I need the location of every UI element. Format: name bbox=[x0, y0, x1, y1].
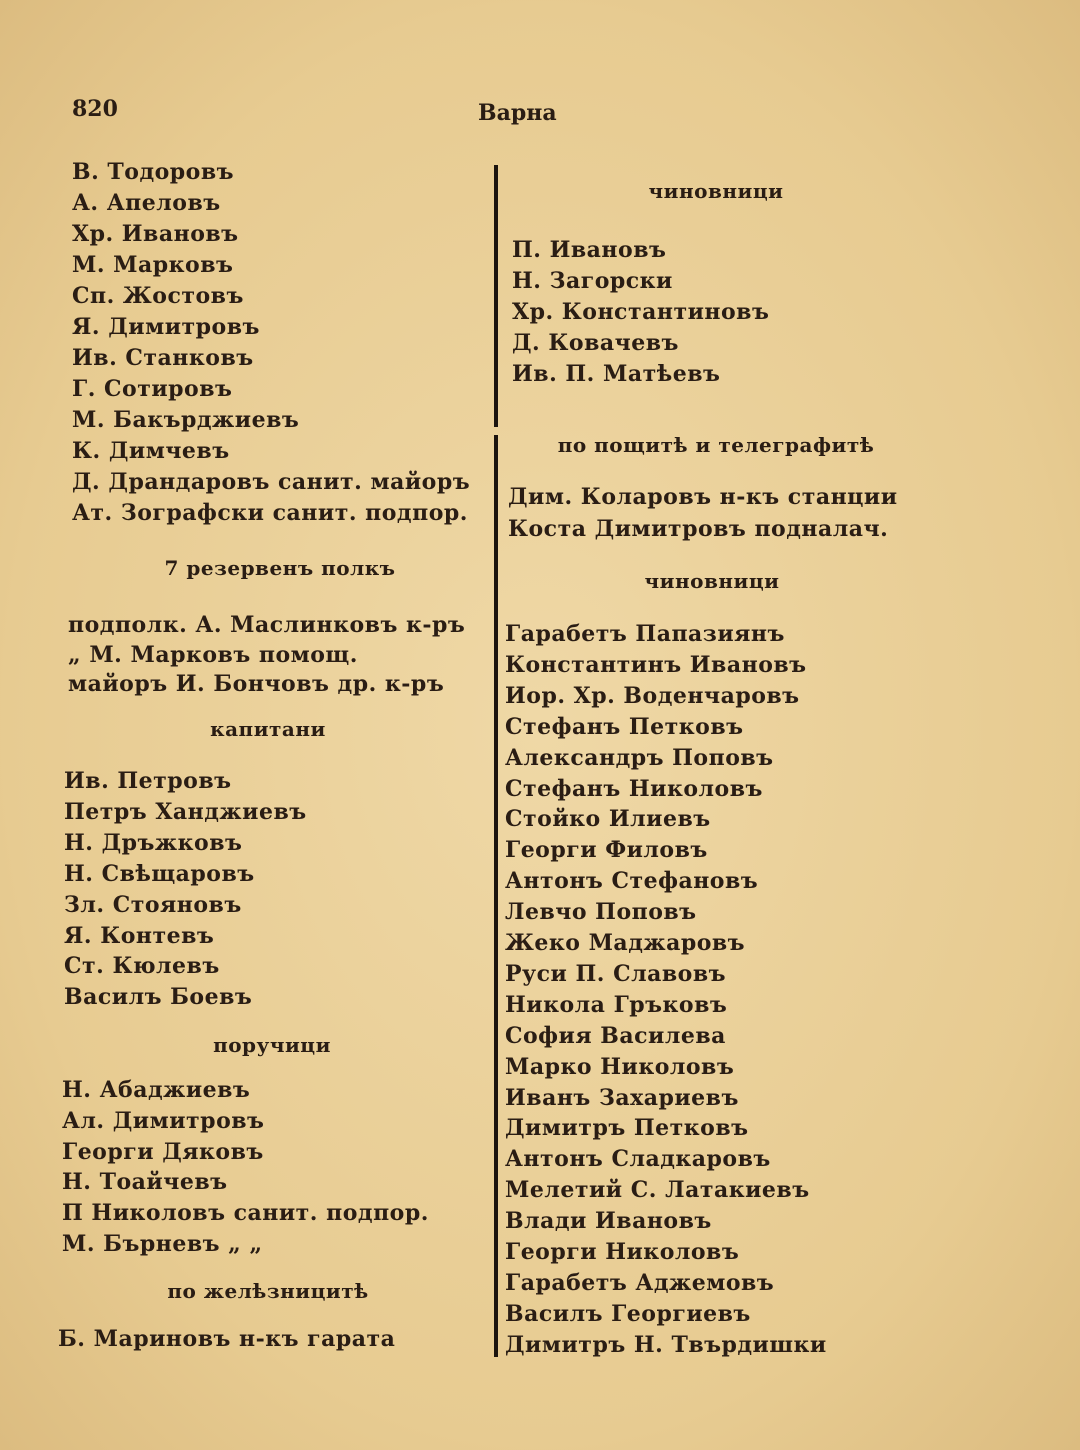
list-item: Н. Загорски bbox=[512, 268, 673, 294]
list-item: Димитръ Н. Твърдишки bbox=[505, 1331, 827, 1358]
list-item: Дим. Коларовъ н-къ станции bbox=[508, 484, 898, 510]
list-item: Н. Абаджиевъ bbox=[62, 1077, 251, 1103]
list-item: Василъ Боевъ bbox=[64, 984, 253, 1011]
list-item: Ив. Петровъ bbox=[64, 768, 232, 794]
list-item: Я. Димитровъ bbox=[72, 314, 260, 340]
list-item: Сп. Жостовъ bbox=[72, 283, 244, 309]
list-item: Василъ Георгиевъ bbox=[505, 1300, 751, 1327]
list-item: П. Ивановъ bbox=[512, 237, 667, 263]
list-item: Н. Свѣщаровъ bbox=[64, 860, 255, 887]
list-item: Б. Мариновъ н-къ гарата bbox=[58, 1326, 396, 1352]
list-item: Иор. Хр. Воденчаровъ bbox=[505, 682, 800, 709]
list-item: Д. Ковачевъ bbox=[512, 330, 679, 356]
list-item: Марко Николовъ bbox=[505, 1053, 735, 1080]
list-item: М. Марковъ bbox=[72, 252, 234, 278]
section-heading: поручици bbox=[213, 1033, 331, 1057]
list-item: Георги Дяковъ bbox=[62, 1138, 264, 1165]
section-heading: капитани bbox=[210, 717, 326, 741]
list-item: Я. Контевъ bbox=[64, 922, 215, 949]
list-item: Ив. П. Матѣевъ bbox=[512, 361, 721, 387]
list-item: М. Бакърджиевъ bbox=[72, 407, 300, 433]
list-item: Н. Дръжковъ bbox=[64, 829, 243, 856]
list-item: А. Апеловъ bbox=[72, 190, 221, 216]
list-item: П Николовъ санит. подпор. bbox=[62, 1200, 429, 1227]
list-item: Мелетий С. Латакиевъ bbox=[505, 1177, 810, 1204]
list-item: Гарабетъ Папазиянъ bbox=[505, 621, 785, 647]
list-item: „ М. Марковъ помощ. bbox=[68, 641, 358, 668]
list-item: Иванъ Захариевъ bbox=[505, 1084, 739, 1111]
list-item: Ст. Кюлевъ bbox=[64, 953, 220, 980]
list-item: Ат. Зографски санит. подпор. bbox=[72, 500, 468, 526]
section-heading: по пощитѣ и телеграфитѣ bbox=[557, 433, 875, 457]
list-item: Коста Димитровъ подналач. bbox=[508, 516, 889, 542]
list-item: Левчо Поповъ bbox=[505, 899, 697, 926]
list-item: Антонъ Сладкаровъ bbox=[505, 1146, 771, 1173]
list-item: Димитръ Петковъ bbox=[505, 1115, 749, 1142]
list-item: Константинъ Ивановъ bbox=[505, 651, 807, 678]
list-item: М. Бърневъ „ „ bbox=[62, 1231, 263, 1257]
list-item: Георги Филовъ bbox=[505, 837, 708, 864]
list-item: Хр. Константиновъ bbox=[512, 299, 770, 325]
list-item: Руси П. Славовъ bbox=[505, 960, 726, 987]
list-item: София Василева bbox=[505, 1022, 726, 1049]
list-item: Антонъ Стефановъ bbox=[505, 868, 759, 895]
list-item: Зл. Стояновъ bbox=[64, 891, 242, 918]
list-item: Хр. Ивановъ bbox=[72, 221, 239, 247]
list-item: Г. Сотировъ bbox=[72, 376, 233, 402]
page-title: Варна bbox=[478, 100, 557, 126]
list-item: Стефанъ Петковъ bbox=[505, 713, 744, 740]
page-number: 820 bbox=[72, 96, 118, 122]
section-heading: по желѣзницитѣ bbox=[167, 1279, 369, 1303]
list-item: Стойко Илиевъ bbox=[505, 806, 711, 833]
list-item: Ал. Димитровъ bbox=[62, 1107, 265, 1134]
section-heading: 7 резервенъ полкъ bbox=[164, 556, 396, 580]
list-item: Стефанъ Николовъ bbox=[505, 775, 763, 802]
column-divider-top bbox=[494, 165, 498, 427]
list-item: Влади Ивановъ bbox=[505, 1208, 712, 1235]
section-heading: чиновници bbox=[648, 179, 784, 203]
list-item: подполк. А. Маслинковъ к-ръ bbox=[68, 612, 466, 638]
list-item: Александръ Поповъ bbox=[505, 744, 774, 771]
section-heading: чиновници bbox=[644, 569, 780, 593]
list-item: В. Тодоровъ bbox=[72, 159, 235, 185]
list-item: майоръ И. Бончовъ др. к-ръ bbox=[68, 671, 445, 697]
list-item: Н. Тоайчевъ bbox=[62, 1169, 228, 1196]
list-item: К. Димчевъ bbox=[72, 438, 230, 464]
list-item: Жеко Маджаровъ bbox=[505, 930, 746, 956]
list-item: Георги Николовъ bbox=[505, 1239, 740, 1265]
list-item: Д. Драндаровъ санит. майоръ bbox=[72, 469, 471, 495]
list-item: Никола Гръковъ bbox=[505, 991, 728, 1018]
column-divider-bottom bbox=[494, 435, 498, 1357]
list-item: Ив. Станковъ bbox=[72, 345, 254, 371]
list-item: Петръ Ханджиевъ bbox=[64, 798, 307, 825]
list-item: Гарабетъ Аджемовъ bbox=[505, 1269, 775, 1296]
